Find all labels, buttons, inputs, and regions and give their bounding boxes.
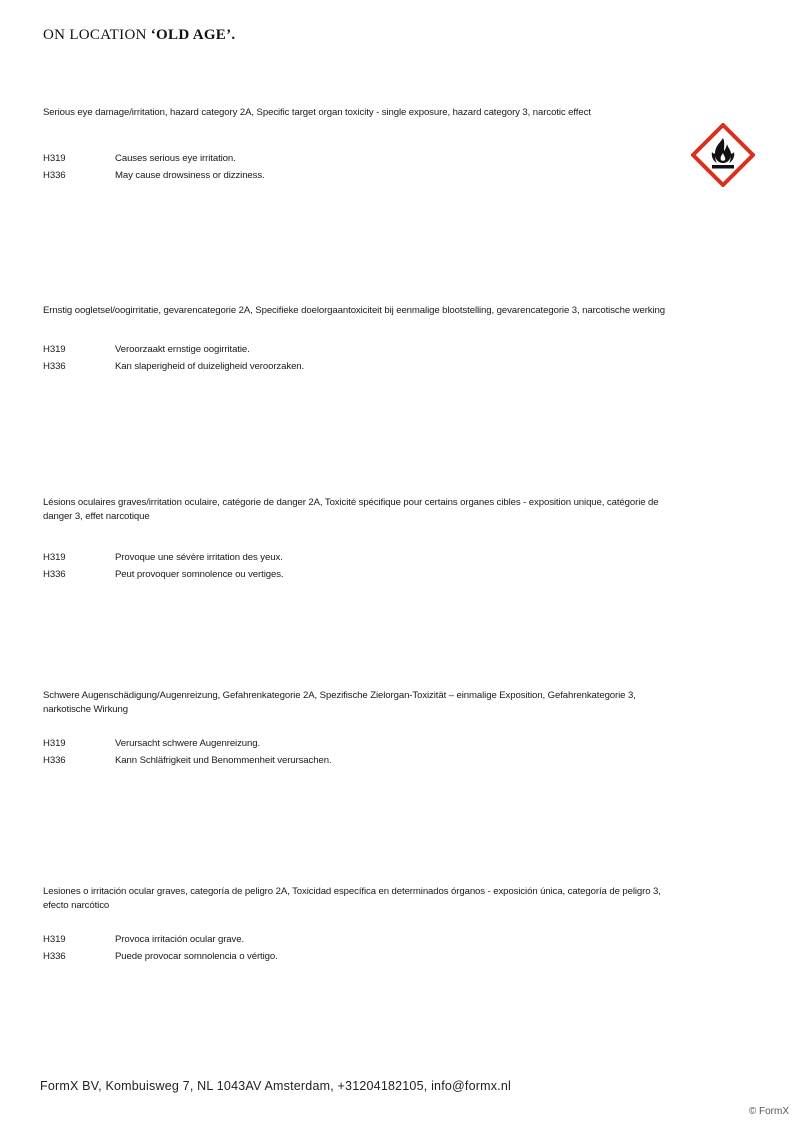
section-spanish	[43, 885, 683, 965]
hazard-code: H336	[43, 755, 66, 766]
hazard-statement	[43, 150, 683, 167]
hazard-text: Veroorzaakt ernstige oogirritatie.	[115, 344, 250, 355]
flame-icon	[691, 123, 755, 187]
hazard-code: H319	[43, 552, 66, 563]
hazard-statements	[43, 150, 683, 184]
section-english	[43, 106, 683, 184]
hazard-statement	[43, 948, 683, 965]
hazard-statement	[43, 735, 683, 752]
hazard-statement	[43, 358, 683, 375]
hazard-classification: Schwere Augenschädigung/Augenreizung, Gefahrenkategorie 2A, Spezifische Zielorgan-Toxizität – einmalige Exposition, Gefahrenkategorie 3, narkotische Wirkung	[43, 690, 636, 715]
hazard-classification: Lésions oculaires graves/irritation oculaire, catégorie de danger 2A, Toxicité spécifique pour certains organes cibles - exposition unique, catégorie de danger 3, effet narcotique	[43, 497, 659, 522]
hazard-statements	[43, 735, 683, 769]
hazard-statements	[43, 341, 683, 375]
hazard-statement	[43, 752, 683, 769]
hazard-text: Verursacht schwere Augenreizung.	[115, 738, 261, 749]
hazard-code: H336	[43, 569, 66, 580]
hazard-text: Provoque une sévère irritation des yeux.	[115, 552, 283, 563]
section-dutch	[43, 304, 683, 375]
hazard-text: Causes serious eye irritation.	[115, 153, 236, 164]
hazard-statement	[43, 167, 683, 184]
hazard-text: Puede provocar somnolencia o vértigo.	[115, 951, 278, 962]
product-name: ‘OLD AGE’.	[150, 27, 236, 43]
hazard-classification: Ernstig oogletsel/oogirritatie, gevarencategorie 2A, Specifieke doelorgaantoxiciteit bij eenmalige blootstelling, gevarencategorie 3, narcotische werking	[43, 305, 665, 316]
hazard-statement	[43, 566, 683, 583]
copyright-notice: © FormX	[748, 1106, 789, 1117]
hazard-code: H336	[43, 361, 66, 372]
hazard-classification: Lesiones o irritación ocular graves, categoría de peligro 2A, Toxicidad específica en determinados órganos - exposición única, categoría de peligro 3, efecto narcótico	[43, 886, 661, 911]
hazard-text: Peut provoquer somnolence ou vertiges.	[115, 569, 284, 580]
page-title	[43, 27, 235, 44]
hazard-code: H319	[43, 153, 66, 164]
hazard-code: H319	[43, 738, 66, 749]
hazard-text: Kann Schläfrigkeit und Benommenheit verursachen.	[115, 755, 332, 766]
section-german	[43, 689, 683, 769]
hazard-statements	[43, 549, 683, 583]
hazard-classification: Serious eye damage/irritation, hazard category 2A, Specific target organ toxicity - single exposure, hazard category 3, narcotic effect	[43, 107, 591, 118]
hazard-statements	[43, 931, 683, 965]
section-french	[43, 496, 683, 583]
hazard-code: H319	[43, 934, 66, 945]
hazard-statement	[43, 931, 683, 948]
hazard-text: Kan slaperigheid of duizeligheid veroorzaken.	[115, 361, 305, 372]
hazard-text: May cause drowsiness or dizziness.	[115, 170, 265, 181]
hazard-code: H319	[43, 344, 66, 355]
footer-address: FormX BV, Kombuisweg 7, NL 1043AV Amsterdam, +31204182105, info@formx.nl	[40, 1079, 511, 1093]
hazard-statement	[43, 549, 683, 566]
title-prefix: ON LOCATION	[43, 27, 151, 43]
hazard-statement	[43, 341, 683, 358]
hazard-text: Provoca irritación ocular grave.	[115, 934, 245, 945]
hazard-code: H336	[43, 951, 66, 962]
hazard-code: H336	[43, 170, 66, 181]
